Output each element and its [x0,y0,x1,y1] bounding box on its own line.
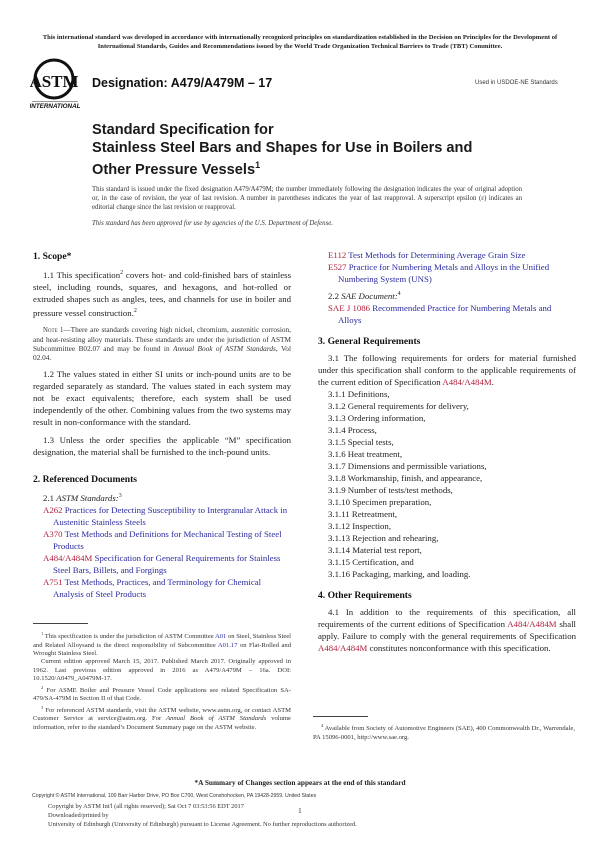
copyright-license: Copyright by ASTM Int'l (all rights reserved); Sat Oct 7 03:53:56 EDT 2017 Downloaded/printed by University of Edinburgh (University of Edinburgh) pursuant to License Agreement. No further reproductions authorized. [48,803,357,828]
document-title [92,122,472,179]
footnote-3: $^3$ For referenced ASTM standards, visit the ASTM website, www.astm.org, or contact ASTM Customer Service at service@astm.org. For Annual Book of ASTM Standards volume information, refer to the standard’s Document Summary page on the ASTM website. [33,704,291,731]
svg-text:ASTM: ASTM [30,72,79,91]
list-item: 3.1.11 Retreatment, [328,508,398,519]
link-a484[interactable]: A484/A484M [442,376,492,387]
ref-a751[interactable]: A751 Test Methods, Practices, and Terminology for Chemical Analysis of Steel Products [43,576,262,599]
astm-standards-label: 2.1 ASTM Standards:$^3$ [43,492,122,503]
paragraph-1-1: 1.1 This specification$^2$ covers hot- and cold-finished bars of stainless steel, including rounds, squares, and hexagons, and hot-rolled or extruded shapes such as angles, tees, and channels for use in boiler and pressure vessel construction.$^2$ [33,269,291,318]
footnote-1-edition: Current edition approved March 15, 2017. Published March 2017. Originally approved in 1962. Last previous edition approved in 2016 as A479/A479M – 16a. DOI: 10.1520/A0479_A0479M-17. [33,658,291,683]
right-column [318,249,576,660]
svg-text:INTERNATIONAL: INTERNATIONAL [30,103,81,110]
title-footnote-ref[interactable]: 1 [255,160,261,170]
list-item: 3.1.14 Material test report, [328,544,422,555]
list-item: 3.1.9 Number of tests/test methods, [328,484,453,495]
left-column [33,251,291,600]
note-1: Note 1—There are standards covering high nickel, chromium, austenitic corrosion, and heat-resisting alloy materials. These standards are under the jurisdiction of ASTM Subcommittee B02.07 and may be found in Annual Book of ASTM Standards, Vol 02.04. [33,324,292,363]
link-a01-17[interactable]: A01.17 [217,641,238,649]
designation: Designation: A479/A479M – 17 [92,76,273,90]
footnote-4: $^4$ Available from Society of Automotive Engineers (SAE), 400 Commonwealth Dr., Warrendale, PA 15096-0001, http://www.sae.org. [313,723,575,741]
title-line-3: Other Pressure Vessels$^1$ [92,160,261,178]
dod-approval: This standard has been approved for use by agencies of the U.S. Department of Defense. [92,220,333,227]
list-item: 3.1.2 General requirements for delivery, [328,400,469,411]
copyright-address: Copyright © ASTM International, 100 Barr Harbor Drive, PO Box C700, West Conshohocken, PA 19428-2959. United States [32,793,317,799]
ref-a262[interactable]: A262 Practices for Detecting Susceptibility to Intergranular Attack in Austenitic Stainless Steels [43,504,288,527]
issued-statement: This standard is issued under the fixed designation A479/A479M; the number immediately following the designation indicates the year of original adoption or, in the case of revision, the year of last revision. A number in parentheses indicates the year of last reapproval. A superscript epsilon (ε) indicates an editorial change since the last revision or reapproval. [92,186,522,211]
list-item: 3.1.3 Ordering information, [328,412,426,423]
title-line-2: Stainless Steel Bars and Shapes for Use in Boilers and [92,139,473,156]
list-item: 3.1.10 Specimen preparation, [328,496,432,507]
link-a484-2[interactable]: A484/A484M [318,642,368,653]
page-number: 1 [298,806,302,815]
paragraph-3-1: 3.1 The following requirements for orders for material furnished under this specification shall conform to the applicable requirements of the current edition of Specification A484/A484M. [318,352,576,387]
section-heading-other: 4. Other Requirements [318,589,412,601]
list-item: 3.1.5 Special tests, [328,436,394,447]
ref-sae-j1086[interactable]: SAE J 1086 Recommended Practice for Numbering Metals and Alloys [328,302,552,325]
list-item: 3.1.16 Packaging, marking, and loading. [328,568,471,579]
footnotes-right [313,722,575,742]
ref-e527[interactable]: E527 Practice for Numbering Metals and Alloys in the Unified Numbering System (UNS) [328,262,550,284]
ref-a484[interactable]: A484/A484M Specification for General Requirements for Stainless Steel Bars, Billets, and Forgings [43,552,281,575]
ref-e112[interactable]: E112 Test Methods for Determining Average Grain Size [328,250,526,260]
paragraph-4-1: 4.1 In addition to the requirements of this specification, all requirements of the current editions of Specification A484/A484M shall apply. Failure to comply with the general requirements of Specification A484/A484M constitutes nonconformance with this specification. [318,606,576,653]
requirements-list [318,388,576,580]
footnote-divider [33,623,88,624]
footnote-divider-right [313,716,368,717]
list-item: 3.1.8 Workmanship, finish, and appearance, [328,472,483,483]
summary-of-changes-note: *A Summary of Changes section appears at the end of this standard [194,778,406,787]
list-item: 3.1.12 Inspection, [328,520,392,531]
used-in-label: Used in USDOE-NE Standards [475,80,558,86]
list-item: 3.1.1 Definitions, [328,388,390,399]
section-heading-general: 3. General Requirements [318,335,421,347]
paragraph-1-3: 1.3 Unless the order specifies the applicable “M” specification designation, the material shall be furnished to the inch-pound units. [33,434,291,457]
footnote-2: $^2$ For ASME Boiler and Pressure Vessel Code applications see related Specification SA-479/SA-479M in Section II of that Code. [33,684,291,703]
section-heading-scope: 1. Scope* [33,251,72,262]
list-item: 3.1.15 Certification, and [328,556,414,567]
section-heading-referenced: 2. Referenced Documents [33,473,137,485]
title-line-1: Standard Specification for [92,122,274,138]
astm-logo-icon [30,57,82,113]
link-a01[interactable]: A01 [214,633,227,641]
ref-a370[interactable]: A370 Test Methods and Definitions for Mechanical Testing of Steel Products [43,528,282,551]
footnotes-left [33,630,291,732]
list-item: 3.1.6 Heat treatment, [328,448,403,459]
footnote-1: $^1$ This specification is under the jurisdiction of ASTM Committee A01 on Steel, Stainless Steel and Related Alloysand is the direct responsibility of Subcommittee A01.17 on Flat-Rolled and Wrought Stainless Steel. [33,631,292,657]
list-item: 3.1.7 Dimensions and permissible variations, [328,460,487,471]
paragraph-1-2: 1.2 The values stated in either SI units or inch-pound units are to be regarded separately as standard. The values stated in each system may not be exact equivalents; therefore, each system shall be used independently of the other. Combining values from the two systems may result in non-conformance with the standard. [33,368,291,427]
list-item: 3.1.13 Rejection and rehearing, [328,532,439,543]
sae-document-label: 2.2 SAE Document:$^4$ [328,290,401,301]
list-item: 3.1.4 Process, [328,424,377,435]
wto-notice: This international standard was developed in accordance with internationally recognized principles on standardization established in the Decision on Principles for the Development of International Standards, Guides and Recommendations issued by the World Trade Organization Technical Barriers to Trade (TBT) Committee. [42,34,558,50]
link-a484-1[interactable]: A484/A484M [507,618,557,629]
